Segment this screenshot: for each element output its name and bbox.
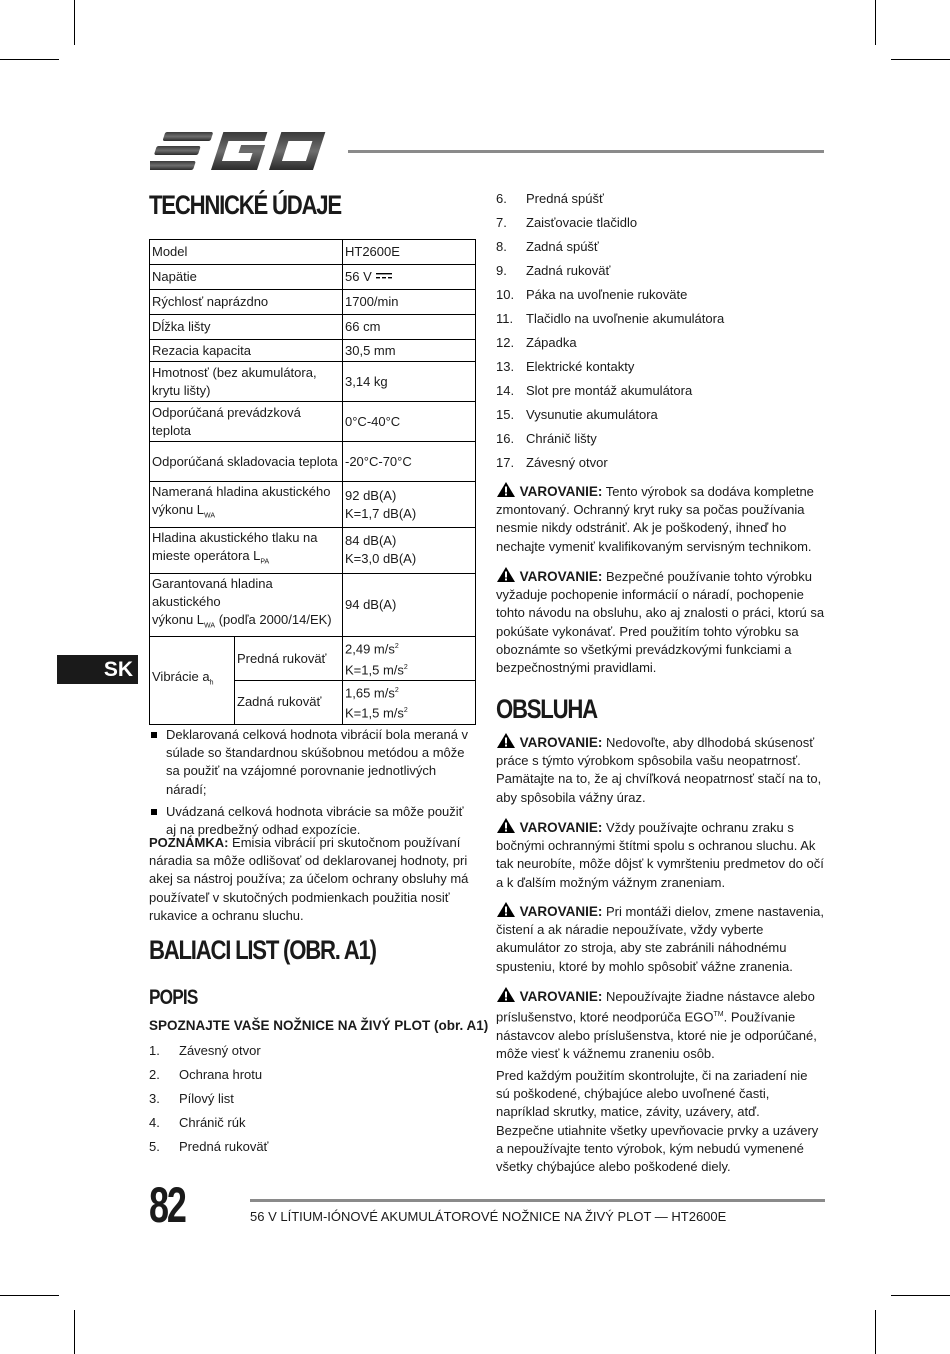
list-item: 14. Slot pre montáž akumulátora bbox=[496, 383, 693, 398]
crop-mark bbox=[875, 1310, 876, 1354]
list-item: 4. Chránič rúk bbox=[149, 1115, 246, 1130]
list-item: 6. Predná spúšť bbox=[496, 191, 604, 206]
list-item: 17. Závesný otvor bbox=[496, 455, 608, 470]
header-rule bbox=[348, 150, 824, 153]
crop-mark bbox=[891, 59, 950, 60]
heading-operation: OBSLUHA bbox=[496, 694, 597, 724]
list-item: 15. Vysunutie akumulátora bbox=[496, 407, 658, 422]
page-number: 82 bbox=[149, 1177, 185, 1233]
spec-value: 94 dB(A) bbox=[343, 573, 476, 637]
crop-mark bbox=[891, 1295, 950, 1296]
spec-value: 3,14 kg bbox=[343, 362, 476, 402]
spec-value: HT2600E bbox=[343, 240, 476, 265]
warning-icon bbox=[496, 901, 516, 918]
spec-label: Napätie bbox=[150, 265, 343, 290]
warning-icon bbox=[496, 817, 516, 834]
spec-label: Nameraná hladina akustického výkonu $L_{WA}$ bbox=[150, 482, 343, 528]
heading-description: POPIS bbox=[149, 986, 198, 1009]
warning-block: VAROVANIE: Nedovoľte, aby dlhodobá skúsenosť práce s týmto výrobkom spôsobila vašu neopatrnosť. Pamätajte na to, že aj chvíľková neopatrnosť stačí na to, aby spôsobila vážny úraz. bbox=[496, 732, 826, 807]
spec-label: Hmotnosť (bez akumulátora, krytu lišty) bbox=[150, 362, 343, 402]
spec-value: 2,49 $m/s^2$ K=1,5 $m/s^2$ bbox=[343, 637, 476, 681]
warning-icon bbox=[496, 986, 516, 1003]
language-tab: SK bbox=[57, 655, 138, 684]
spec-label: Model bbox=[150, 240, 343, 265]
list-item: 9. Zadná rukoväť bbox=[496, 263, 611, 278]
spec-label: Odporúčaná skladovacia teplota bbox=[150, 442, 343, 482]
heading-technical-data: TECHNICKÉ ÚDAJE bbox=[149, 190, 341, 220]
spec-value: 84 dB(A) K=3,0 dB(A) bbox=[343, 528, 476, 574]
spec-label: Dĺžka lišty bbox=[150, 315, 343, 340]
list-item: 16. Chránič lišty bbox=[496, 431, 597, 446]
list-item: 8. Zadná spúšť bbox=[496, 239, 599, 254]
spec-value: 0°C-40°C bbox=[343, 402, 476, 442]
logo-text: EGO bbox=[150, 130, 153, 131]
ego-logo bbox=[150, 130, 332, 172]
warning-block: VAROVANIE: Nepoužívajte žiadne nástavce alebo príslušenstvo, ktoré neodporúča EGO™. Používanie nástavcov alebo príslušenstva, ktoré nie je odporúčané, môže viesť k vážnemu zraneniu osôb. bbox=[496, 986, 826, 1063]
note-paragraph: POZNÁMKA: Emisia vibrácií pri skutočnom používaní náradia sa môže odlišovať od deklarovanej hodnoty, pri akej sa nástroj používa; za účelom ochrany obsluhy má používateľ v skutočných podmienkach použitia nosiť rukavice a ochranu sluchu. bbox=[149, 835, 469, 923]
warning-icon bbox=[496, 566, 516, 583]
list-item: 5. Predná rukoväť bbox=[149, 1139, 269, 1154]
crop-mark bbox=[74, 0, 75, 45]
list-item: 3. Pílový list bbox=[149, 1091, 234, 1106]
spec-label: Garantovaná hladina akustického výkonu $L_{WA}$ (podľa 2000/14/EK) bbox=[150, 573, 343, 637]
list-item: 12. Západka bbox=[496, 335, 577, 350]
warning-block: VAROVANIE: Tento výrobok sa dodáva kompletne zmontovaný. Ochranný kryt ruky sa počas používania nesmie nikdy odstrániť. Ak je poškodený, ihneď ho nechajte vymeniť kvalifikovaným servisným technikom. bbox=[496, 481, 826, 556]
list-item: 7. Zaisťovacie tlačidlo bbox=[496, 215, 638, 230]
spec-value: -20°C-70°C bbox=[343, 442, 476, 482]
list-item: 11. Tlačidlo na uvoľnenie akumulátora bbox=[496, 311, 725, 326]
warning-block: VAROVANIE: Vždy používajte ochranu zraku s bočnými ochrannými štítmi spolu s ochranou sluchu. Ak tak neurobíte, môže dôjsť k vymršteniu predmetov do očí a k ďalším možným vážnym zraneniam. bbox=[496, 817, 826, 892]
footer-rule bbox=[250, 1199, 825, 1202]
dc-symbol-icon bbox=[375, 272, 393, 280]
vibration-bullets bbox=[149, 726, 476, 843]
heading-know-your-product: SPOZNAJTE VAŠE NOŽNICE NA ŽIVÝ PLOT (obr. A1) bbox=[149, 1018, 489, 1033]
spec-table bbox=[149, 239, 476, 725]
inspection-paragraph: Pred každým použitím skontrolujte, či na zariadení nie sú poškodené, chýbajúce alebo uvoľnené časti, napríklad skrutky, matice, závity, uzávery, atď. Bezpečne utiahnite všetky upevňovacie prvky a uzávery a nepoužívajte tento výrobok, kým nebudú vymenené všetky chýbajúce alebo poškodené diely. bbox=[496, 1068, 819, 1175]
spec-value: 30,5 mm bbox=[343, 340, 476, 362]
spec-value: 1700/min bbox=[343, 290, 476, 315]
spec-label: Vibrácie $a_h$ bbox=[150, 637, 235, 724]
crop-mark bbox=[0, 1295, 59, 1296]
crop-mark bbox=[875, 0, 876, 45]
spec-value: 66 cm bbox=[343, 315, 476, 340]
warning-icon bbox=[496, 732, 516, 749]
heading-packing-list: BALIACI LIST (OBR. A1) bbox=[149, 935, 376, 965]
spec-label: Hladina akustického tlaku na mieste operátora $L_{PA}$ bbox=[150, 528, 343, 574]
spec-label: Odporúčaná prevádzková teplota bbox=[150, 402, 343, 442]
parts-list-right bbox=[496, 190, 724, 478]
crop-mark bbox=[0, 59, 59, 60]
bullet-item: Deklarovaná celková hodnota vibrácií bola meraná v súlade so štandardnou skúšobnou metódou a môže sa použiť na vzájomné porovnanie jednotlivých náradí; bbox=[149, 726, 476, 799]
spec-sublabel: Predná rukoväť bbox=[235, 637, 343, 681]
warning-icon bbox=[496, 481, 516, 498]
spec-value: 92 dB(A) K=1,7 dB(A) bbox=[343, 482, 476, 528]
list-item: 13. Elektrické kontakty bbox=[496, 359, 635, 374]
spec-label: Rezacia kapacita bbox=[150, 340, 343, 362]
bullet-item: Uvádzaná celková hodnota vibrácie sa môže použiť aj na predbežný odhad expozície. bbox=[149, 803, 476, 839]
list-item: 2. Ochrana hrotu bbox=[149, 1067, 263, 1082]
warning-block: VAROVANIE: Bezpečné používanie tohto výrobku vyžaduje pochopenie informácií o náradí, pochopenie tohto návodu na obsluhu, ako aj znalosti o práci, ktorú sa pokúšate vykonávať. Pred použitím tohto výrobku sa oboznámte so všetkými prevádzkovými funkciami a bezpečnostnými pravidlami. bbox=[496, 566, 826, 677]
warning-block: VAROVANIE: Pri montáži dielov, zmene nastavenia, čistení a ak náradie nepoužívate, vždy vyberte akumulátor zo stroja, aby ste zabránili náhodnému spusteniu, ktoré by mohlo spôsobiť vážne zranenia. bbox=[496, 901, 826, 976]
list-item: 10. Páka na uvoľnenie rukoväte bbox=[496, 287, 688, 302]
spec-sublabel: Zadná rukoväť bbox=[235, 680, 343, 724]
spec-label: Rýchlosť naprázdno bbox=[150, 290, 343, 315]
parts-list-left bbox=[149, 1042, 268, 1162]
spec-value: 56 V bbox=[343, 265, 476, 290]
footer-title: 56 V LÍTIUM-IÓNOVÉ AKUMULÁTOROVÉ NOŽNICE NA ŽIVÝ PLOT — HT2600E bbox=[250, 1209, 727, 1224]
spec-value: 1,65 $m/s^2$ K=1,5 $m/s^2$ bbox=[343, 680, 476, 724]
crop-mark bbox=[74, 1310, 75, 1354]
list-item: 1. Závesný otvor bbox=[149, 1043, 261, 1058]
